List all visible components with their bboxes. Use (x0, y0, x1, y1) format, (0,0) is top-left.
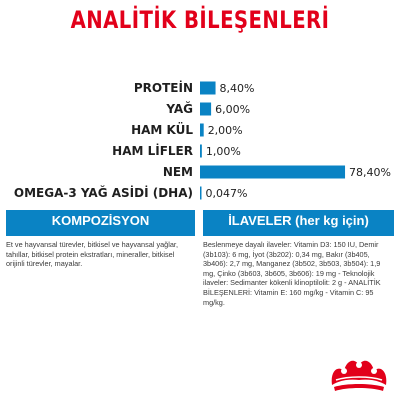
composition-heading: KOMPOZİSYON (6, 210, 195, 232)
bar (200, 187, 202, 200)
composition-underline (6, 232, 195, 236)
category-label: HAM KÜL (131, 123, 193, 137)
category-label: HAM LİFLER (112, 144, 193, 158)
value-label: 0,047% (205, 187, 248, 200)
category-label: YAĞ (166, 102, 193, 116)
page-title: ANALİTİK BİLEŞENLERİ (70, 6, 330, 34)
composition-text: Et ve hayvansal türevler, bitkisel ve hayvansal yağlar, tahıllar, bitkisel protein ekstratları, mineraller, bitkisel orijinli türevler, mayalar. (6, 240, 178, 269)
royal-canin-crown-icon (328, 349, 390, 393)
category-label: PROTEİN (133, 81, 193, 95)
additives-underline (203, 232, 394, 236)
additives-text: Beslenmeye dayalı ilaveler: Vitamin D3: 150 IU, Demir (3b103): 6 mg, İyot (3b202): 0,34 mg, Bakır (3b405, 3b406): 2,7 mg, Manganez (3b502, 3b503, 3b504): 1,9 mg, Çinko (3b603, 3b605, 3b606): 19 mg - Teknolojik ilaveler: Sedimanter kökenli klinoptilolit: 2 g - ANALİTİK BİLEŞENLERİ: Vitamin E: 160 mg/kg - Vitamin C: 95 mg/kg. (203, 240, 381, 307)
bar (200, 82, 216, 95)
value-label: 6,00% (215, 103, 251, 116)
category-label: NEM (162, 165, 193, 179)
bar (200, 103, 211, 116)
bar (200, 166, 345, 179)
additives-heading: İLAVELER (her kg için) (203, 210, 394, 232)
bar-chart (0, 76, 400, 206)
value-label: 8,40% (219, 82, 255, 95)
bar (200, 124, 204, 137)
value-label: 2,00% (207, 124, 243, 137)
category-label: OMEGA-3 YAĞ ASİDİ (DHA) (13, 186, 193, 200)
bar (200, 145, 202, 158)
value-label: 78,40% (349, 166, 391, 179)
value-label: 1,00% (205, 145, 241, 158)
